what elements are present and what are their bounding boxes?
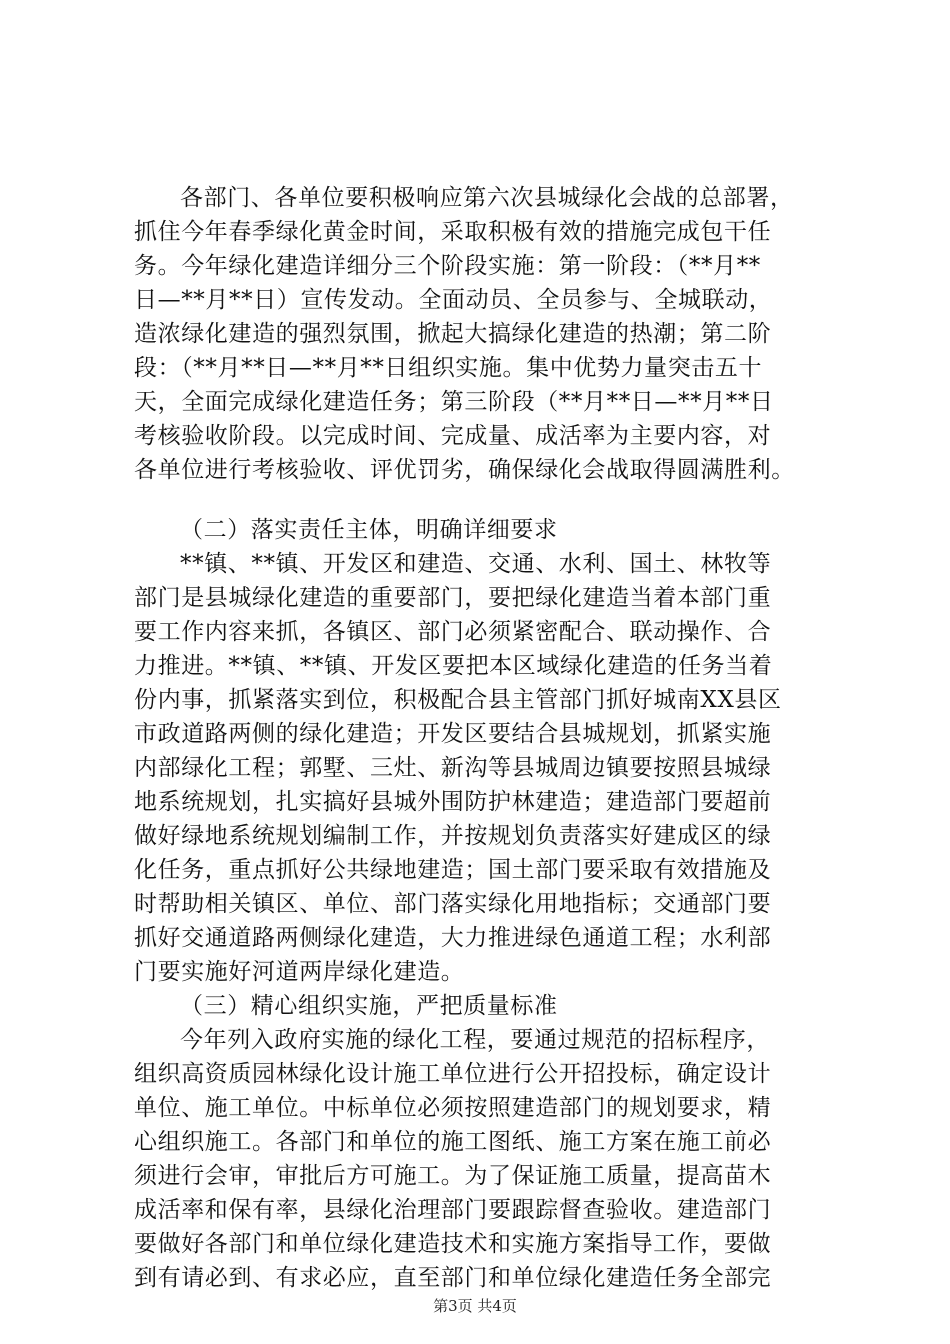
- paragraph-line: 各单位进行考核验收、评优罚劣，确保绿化会战取得圆满胜利。: [134, 457, 795, 483]
- paragraph-line: 天，全面完成绿化建造任务；第三阶段（**月**日—**月**日: [134, 389, 774, 415]
- paragraph-line: 日—**月**日）宣传发动。全面动员、全员参与、全城联动，: [134, 287, 773, 313]
- page-number-footer: 第3页 共4页: [433, 1297, 517, 1315]
- section-heading: （二）落实责任主体，明确详细要求: [180, 517, 558, 543]
- paragraph-line: 心组织施工。各部门和单位的施工图纸、施工方案在施工前必: [134, 1129, 772, 1155]
- paragraph-line: 要做好各部门和单位绿化建造技术和实施方案指导工作，要做: [134, 1231, 772, 1257]
- paragraph-line: 段：（**月**日—**月**日组织实施。集中优势力量突击五十: [134, 355, 763, 381]
- paragraph-line: 门要实施好河道两岸绿化建造。: [134, 959, 465, 985]
- paragraph-line: 造浓绿化建造的强烈氛围，掀起大搞绿化建造的热潮；第二阶: [134, 321, 772, 347]
- paragraph-line: 时帮助相关镇区、单位、部门落实绿化用地指标；交通部门要: [134, 891, 772, 917]
- paragraph-line: 各部门、各单位要积极响应第六次县城绿化会战的总部署，: [180, 185, 794, 211]
- paragraph-line: 务。今年绿化建造详细分三个阶段实施：第一阶段：（**月**: [134, 253, 761, 279]
- paragraph-line: 抓住今年春季绿化黄金时间，采取积极有效的措施完成包干任: [134, 219, 772, 245]
- paragraph-line: 单位、施工单位。中标单位必须按照建造部门的规划要求，精: [134, 1095, 772, 1121]
- paragraph-line: 内部绿化工程；郭墅、三灶、新沟等县城周边镇要按照县城绿: [134, 755, 772, 781]
- paragraph-line: 市政道路两侧的绿化建造；开发区要结合县城规划，抓紧实施: [134, 721, 772, 747]
- paragraph-line: 要工作内容来抓，各镇区、部门必须紧密配合、联动操作、合: [134, 619, 772, 645]
- paragraph-line: 地系统规划，扎实搞好县城外围防护林建造；建造部门要超前: [134, 789, 772, 815]
- section-heading: （三）精心组织实施，严把质量标准: [180, 993, 558, 1019]
- paragraph-line: 今年列入政府实施的绿化工程，要通过规范的招标程序，: [180, 1027, 770, 1053]
- paragraph-line: 须进行会审，审批后方可施工。为了保证施工质量，提高苗木: [134, 1163, 772, 1189]
- paragraph-line: 力推进。**镇、**镇、开发区要把本区域绿化建造的任务当着: [134, 653, 773, 679]
- paragraph-line: 份内事，抓紧落实到位，积极配合县主管部门抓好城南XX县区: [134, 687, 782, 713]
- paragraph-line: 做好绿地系统规划编制工作，并按规划负责落实好建成区的绿: [134, 823, 772, 849]
- paragraph-line: 抓好交通道路两侧绿化建造，大力推进绿色通道工程；水利部: [134, 925, 772, 951]
- paragraph-line: 成活率和保有率，县绿化治理部门要跟踪督查验收。建造部门: [134, 1197, 772, 1223]
- document-body: [134, 181, 834, 1295]
- paragraph-line: 组织高资质园林绿化设计施工单位进行公开招投标，确定设计: [134, 1061, 772, 1087]
- paragraph-gap: [134, 487, 834, 513]
- paragraph-line: 部门是县城绿化建造的重要部门，要把绿化建造当着本部门重: [134, 585, 772, 611]
- paragraph-line: 化任务，重点抓好公共绿地建造；国土部门要采取有效措施及: [134, 857, 772, 883]
- paragraph-line: **镇、**镇、开发区和建造、交通、水利、国土、林牧等: [180, 551, 772, 577]
- paragraph-line: 考核验收阶段。以完成时间、完成量、成活率为主要内容，对: [134, 423, 772, 449]
- paragraph-line: 到有请必到、有求必应，直至部门和单位绿化建造任务全部完: [134, 1265, 772, 1291]
